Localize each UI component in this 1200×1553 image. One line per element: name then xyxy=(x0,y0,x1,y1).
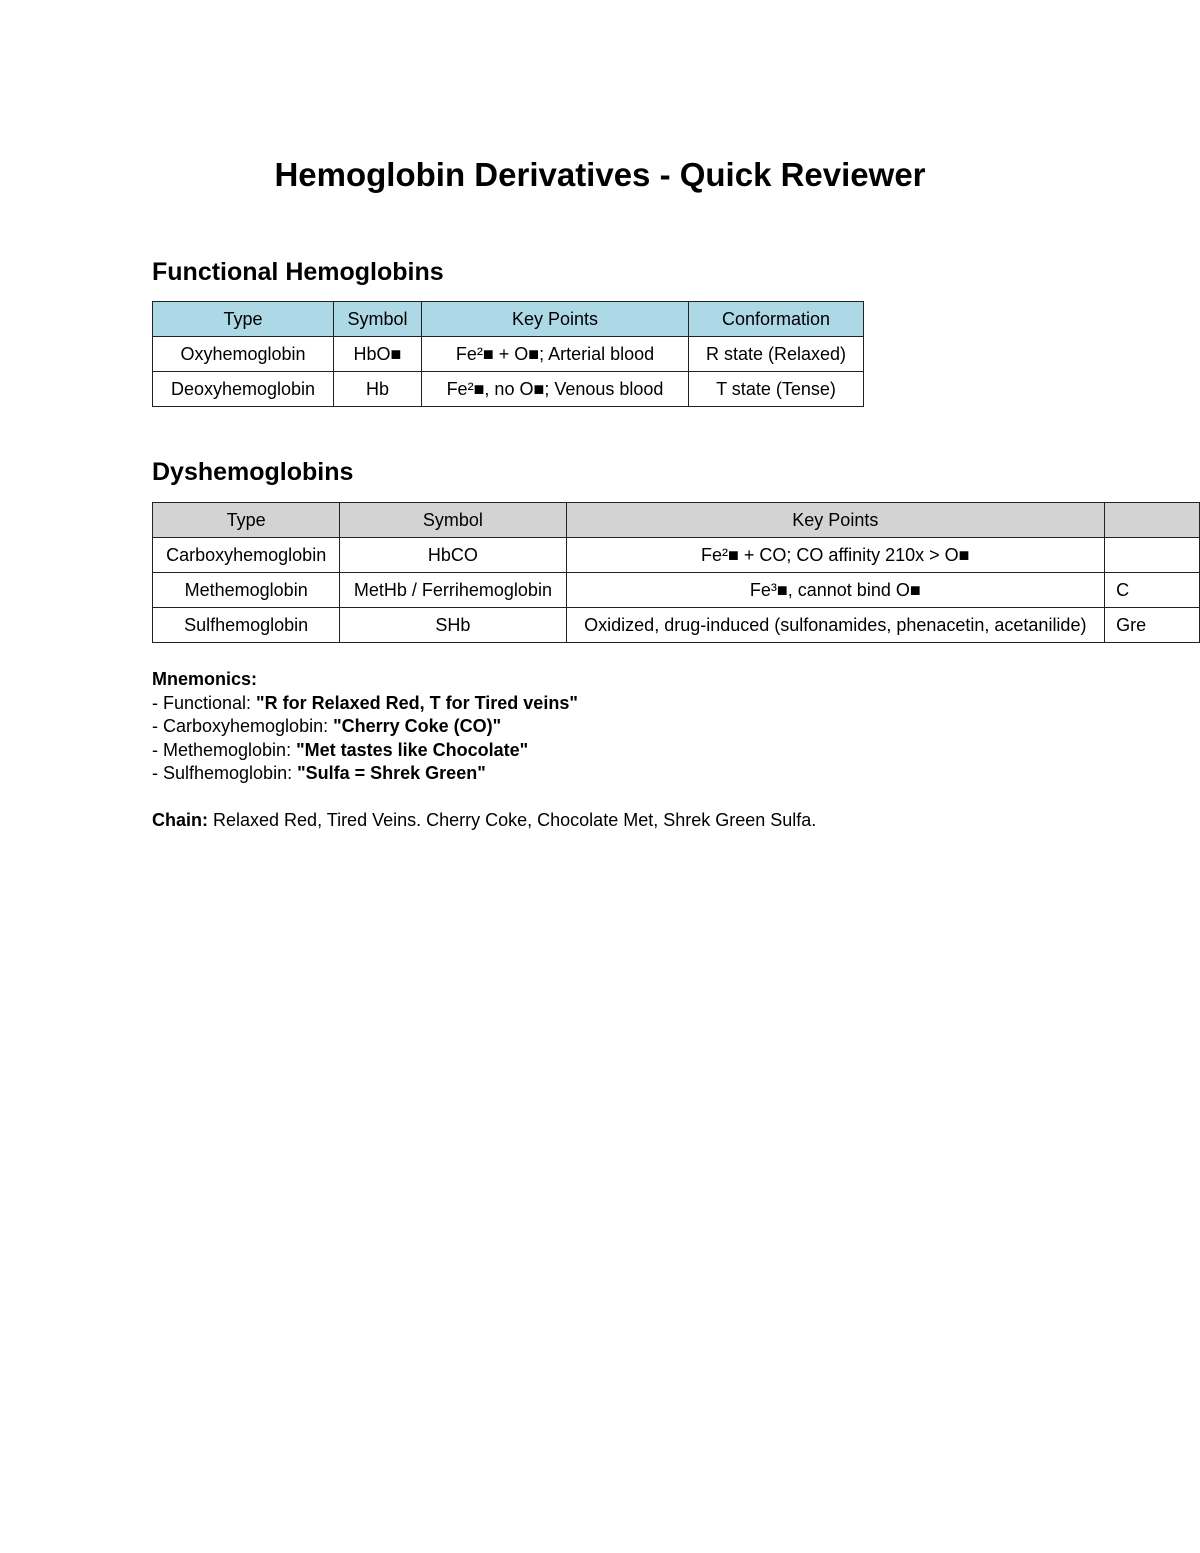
cell-key-points: Fe²■ + CO; CO affinity 210x > O■ xyxy=(566,538,1105,573)
mnemonic-prefix: - Sulfhemoglobin: xyxy=(152,763,298,783)
mnemonics-section xyxy=(152,668,578,786)
table-row xyxy=(153,337,864,372)
header-key-points: Key Points xyxy=(566,503,1105,538)
table-header-row xyxy=(153,302,864,337)
mnemonics-heading: Mnemonics: xyxy=(152,669,258,689)
cell-type: Oxyhemoglobin xyxy=(153,337,334,372)
table-row xyxy=(153,573,1200,608)
mnemonic-item xyxy=(152,715,578,739)
header-key-points: Key Points xyxy=(422,302,689,337)
cell-key-points: Fe²■, no O■; Venous blood xyxy=(422,372,689,407)
chain-text: Relaxed Red, Tired Veins. Cherry Coke, Chocolate Met, Shrek Green Sulfa. xyxy=(208,810,817,830)
header-symbol: Symbol xyxy=(334,302,422,337)
header-cut-off xyxy=(1105,503,1200,538)
dyshemoglobins-table xyxy=(152,502,1200,643)
table-row xyxy=(153,372,864,407)
cell-type: Carboxyhemoglobin xyxy=(153,538,340,573)
cell-type: Methemoglobin xyxy=(153,573,340,608)
table-header-row xyxy=(153,503,1200,538)
cell-cut-off: C xyxy=(1105,573,1200,608)
mnemonic-prefix: - Carboxyhemoglobin: xyxy=(152,716,334,736)
cell-type: Deoxyhemoglobin xyxy=(153,372,334,407)
chain-label: Chain: xyxy=(152,810,208,830)
mnemonic-item xyxy=(152,762,578,786)
chain-line xyxy=(152,810,816,831)
mnemonic-item xyxy=(152,692,578,716)
cell-symbol: HbO■ xyxy=(334,337,422,372)
cell-symbol: MetHb / Ferrihemoglobin xyxy=(340,573,566,608)
dyshemoglobins-table-wrapper xyxy=(152,502,1200,647)
cell-key-points: Oxidized, drug-induced (sulfonamides, phenacetin, acetanilide) xyxy=(566,608,1105,643)
table-row xyxy=(153,538,1200,573)
header-symbol: Symbol xyxy=(340,503,566,538)
functional-table xyxy=(152,301,864,407)
mnemonic-text: "Cherry Coke (CO)" xyxy=(333,716,502,736)
cell-symbol: Hb xyxy=(334,372,422,407)
header-conformation: Conformation xyxy=(689,302,864,337)
mnemonic-text: "Met tastes like Chocolate" xyxy=(296,739,529,760)
cell-cut-off xyxy=(1105,538,1200,573)
cell-key-points: Fe²■ + O■; Arterial blood xyxy=(422,337,689,372)
cell-cut-off: Gre xyxy=(1105,608,1200,643)
mnemonic-prefix: - Functional: xyxy=(152,692,257,713)
mnemonic-item xyxy=(152,739,578,763)
cell-type: Sulfhemoglobin xyxy=(153,608,340,643)
header-type: Type xyxy=(153,503,340,538)
table-row xyxy=(153,608,1200,643)
cell-conformation: T state (Tense) xyxy=(689,372,864,407)
dyshemoglobins-heading: Dyshemoglobins xyxy=(152,458,354,486)
page-title: Hemoglobin Derivatives - Quick Reviewer xyxy=(274,156,926,193)
cell-key-points: Fe³■, cannot bind O■ xyxy=(566,573,1105,608)
header-type: Type xyxy=(153,302,334,337)
mnemonic-text: "Sulfa = Shrek Green" xyxy=(297,763,486,783)
cell-symbol: HbCO xyxy=(340,538,566,573)
cell-symbol: SHb xyxy=(340,608,566,643)
mnemonic-text: "R for Relaxed Red, T for Tired veins" xyxy=(256,692,578,713)
functional-heading: Functional Hemoglobins xyxy=(152,258,444,286)
mnemonic-prefix: - Methemoglobin: xyxy=(152,739,297,760)
cell-conformation: R state (Relaxed) xyxy=(689,337,864,372)
